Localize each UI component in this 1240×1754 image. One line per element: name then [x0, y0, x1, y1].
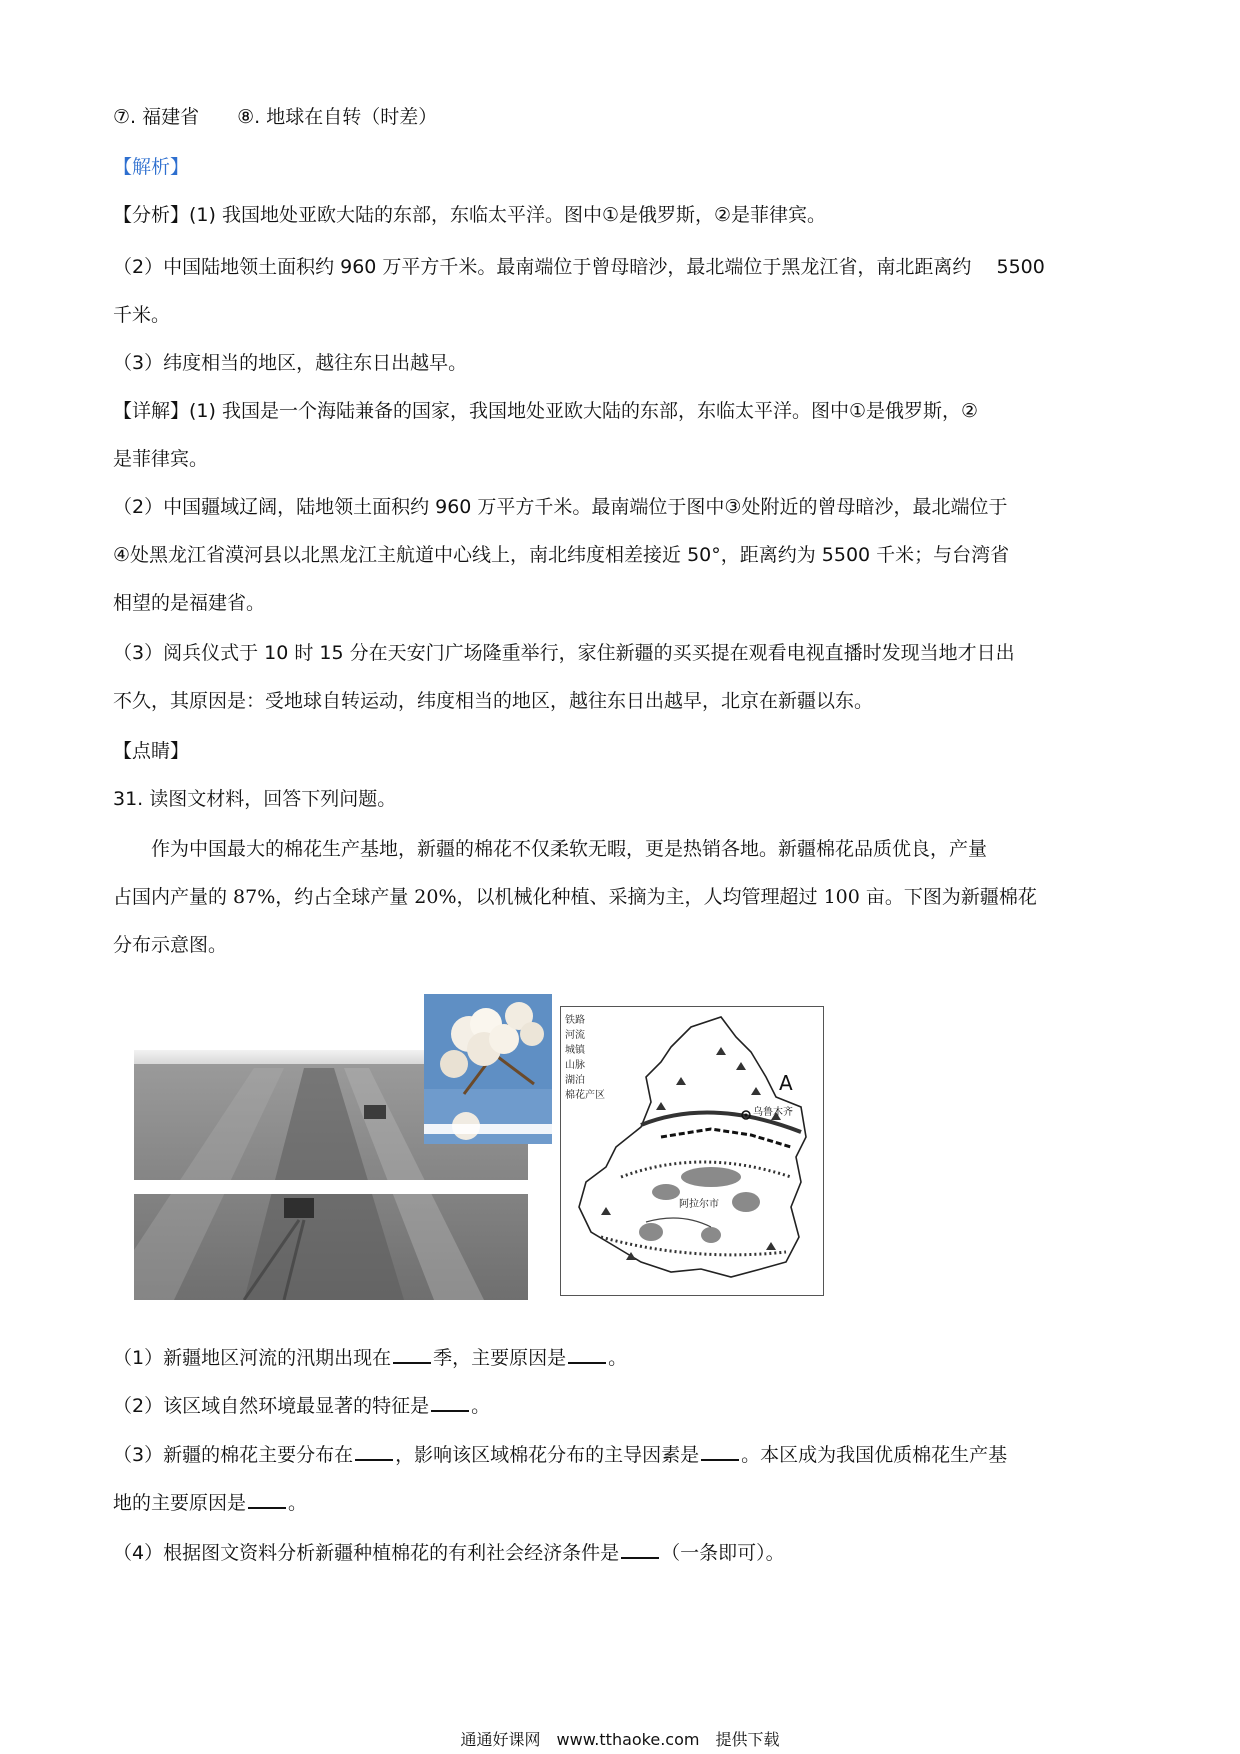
q3-text-e: 。 [288, 1492, 308, 1514]
xinjiang-map [560, 1006, 824, 1296]
analysis-paragraph-3: （3）纬度相当的地区，越往东日出越早。 [113, 352, 468, 374]
detail-paragraph-2: （2）中国疆域辽阔，陆地领土面积约 960 万平方千米。最南端位于图中③处附近的曾母暗沙，最北端位于 [113, 496, 1008, 518]
question-31-2 [113, 1392, 490, 1419]
question-31-title: 31. 读图文材料，回答下列问题。 [113, 788, 397, 810]
q3-blank-2[interactable] [701, 1441, 739, 1461]
analysis-paragraph-2-cont: 千米。 [113, 304, 171, 326]
detail-paragraph-2-end: 相望的是福建省。 [113, 592, 266, 614]
xinjiang-cotton-figure [130, 994, 890, 1304]
question-31-4 [113, 1539, 785, 1566]
comment-heading: 【点睛】 [113, 740, 190, 762]
question-31-3 [113, 1441, 1007, 1468]
detail-paragraph-1-cont: 是菲律宾。 [113, 448, 209, 470]
q2-text-b: 。 [471, 1395, 491, 1417]
material-paragraph-2: 占国内产量的 87%，约占全球产量 20%，以机械化种植、采摘为主，人均管理超过 100 亩。下图为新疆棉花 [113, 886, 1037, 908]
q3-text-c: 。本区成为我国优质棉花生产基 [741, 1444, 1008, 1466]
map-city-urumqi: 乌鲁木齐 [753, 1107, 793, 1118]
detail-paragraph-2-cont: ④处黑龙江省漠河县以北黑龙江主航道中心线上，南北纬度相差接近 50°，距离约为 5500 千米；与台湾省 [113, 544, 1010, 566]
map-label-a: A [779, 1071, 793, 1095]
q3-blank-1[interactable] [355, 1441, 393, 1461]
q4-text-b: （一条即可）。 [661, 1542, 785, 1564]
analysis-paragraph-2: （2）中国陆地领土面积约 960 万平方千米。最南端位于曾母暗沙，最北端位于黑龙江省，南北距离约 5500 [113, 256, 1045, 278]
detail-paragraph-1: 【详解】(1) 我国是一个海陆兼备的国家，我国地处亚欧大陆的东部，东临太平洋。图中①是俄罗斯，② [113, 400, 979, 422]
material-paragraph-3: 分布示意图。 [113, 934, 228, 956]
map-legend [565, 1013, 625, 1103]
q2-blank-1[interactable] [431, 1392, 469, 1412]
legend-railway: 铁路 [565, 1015, 585, 1026]
detail-paragraph-3-cont: 不久，其原因是：受地球自转运动，纬度相当的地区，越往东日出越早，北京在新疆以东。 [113, 690, 874, 712]
legend-cotton-area: 棉花产区 [565, 1090, 605, 1101]
page-footer: 通通好课网 www.tthaoke.com 提供下载 [460, 1730, 780, 1749]
cotton-boll-photo [424, 994, 552, 1144]
q3-blank-3[interactable] [248, 1489, 286, 1509]
question-31-1 [113, 1344, 627, 1371]
material-paragraph-1: 作为中国最大的棉花生产基地，新疆的棉花不仅柔软无暇，更是热销各地。新疆棉花品质优良，产量 [113, 838, 988, 860]
legend-town: 城镇 [565, 1045, 585, 1056]
legend-lake: 湖泊 [565, 1075, 585, 1086]
q3-text-a: （3）新疆的棉花主要分布在 [113, 1444, 354, 1466]
question-31-3-cont [113, 1489, 307, 1516]
legend-mountain: 山脉 [565, 1060, 585, 1071]
q3-text-d: 地的主要原因是 [113, 1492, 247, 1514]
q1-text-b: 季，主要原因是 [433, 1347, 567, 1369]
q2-text-a: （2）该区域自然环境最显著的特征是 [113, 1395, 430, 1417]
map-city-alar: 阿拉尔市 [679, 1199, 719, 1210]
q3-text-b: ，影响该区域棉花分布的主导因素是 [395, 1444, 700, 1466]
analysis-heading: 【解析】 [113, 156, 190, 178]
analysis-paragraph-1: 【分析】(1) 我国地处亚欧大陆的东部，东临太平洋。图中①是俄罗斯，②是菲律宾。 [113, 204, 827, 226]
q1-text-c: 。 [608, 1347, 628, 1369]
q1-blank-1[interactable] [393, 1344, 431, 1364]
q1-blank-2[interactable] [568, 1344, 606, 1364]
answer-line-7-8: ⑦. 福建省 ⑧. 地球在自转（时差） [113, 106, 438, 128]
detail-paragraph-3: （3）阅兵仪式于 10 时 15 分在天安门广场隆重举行，家住新疆的买买提在观看电视直播时发现当地才日出 [113, 642, 1015, 664]
q4-text-a: （4）根据图文资料分析新疆种植棉花的有利社会经济条件是 [113, 1542, 620, 1564]
legend-river: 河流 [565, 1030, 585, 1041]
q4-blank-1[interactable] [621, 1539, 659, 1559]
q1-text-a: （1）新疆地区河流的汛期出现在 [113, 1347, 392, 1369]
